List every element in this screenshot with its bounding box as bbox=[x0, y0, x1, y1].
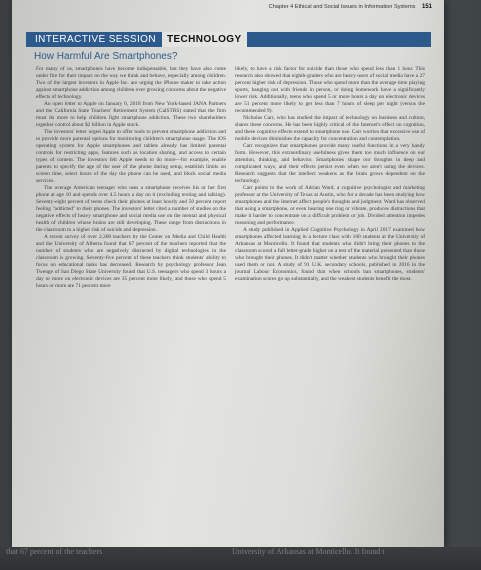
underlying-page-text-left: that 67 percent of the teachers bbox=[6, 547, 103, 556]
session-category: TECHNOLOGY bbox=[162, 32, 247, 47]
paragraph: Carr points to the work of Adrian Ward, a cognitive psychologist and marketing professor at the University of Texas at Austin, who for a decade has been studying how smartphones and the Internet affect people's thoughts and judgment. Ward has observed that using a smartphone, or even hearing one ring or vibrate, produces distractions that make it harder to concentrate on a difficult problem or job. Divided attention impedes reasoning and performance. bbox=[235, 185, 425, 227]
right-column bbox=[235, 66, 425, 283]
paragraph: Carr recognizes that smartphones provide many useful functions in a very handy form. However, this extraordinary usefulness gives them too much influence on our attention, thinking, and behavior. Smartphones shape our thoughts in deep and complicated ways, and their effects persist even when we aren't using the devices. Research suggests that the intellect weakens as the brain grows dependent on the technology. bbox=[235, 143, 425, 185]
session-banner bbox=[26, 32, 431, 47]
running-head bbox=[269, 4, 432, 10]
book-page bbox=[12, 0, 444, 548]
paragraph: For many of us, smartphones have become indispensable, but they have also come under fire for their impact on the way we think and behave, especially among children. Two of the largest investors in Apple Inc. are urging the iPhone maker to take action against smartphone addiction among children over growing concerns about the negative effects of technology. bbox=[36, 66, 226, 101]
paragraph: likely, to have a risk factor for suicide than those who spend less than 1 hour. This research also showed that eighth-graders who are heavy users of social media have a 27 percent higher risk of depression. Those who spend more than the average time playing sports, hanging out with friends in person, or doing homework have a significantly lower risk. Additionally, teens who spend 5 or more hours a day on electronic devices are 51 percent more likely to get less than 7 hours of sleep per night (versus the recommended 9). bbox=[235, 66, 425, 115]
article-title: How Harmful Are Smartphones? bbox=[34, 51, 178, 62]
paragraph: An open letter to Apple on January 6, 2018 from New York-based JANA Partners and the California State Teachers' Retirement System (CalSTRS) stated that the firm must do more to help children fight smartphone addiction. These two shareholders together control about $2 billion in Apple stock. bbox=[36, 101, 226, 129]
chapter-title: Chapter 4 Ethical and Social Issues in Information Systems bbox=[268, 4, 416, 10]
paragraph: The average American teenager who uses a smartphone receives his or her first phone at age 10 and spends over 4.5 hours a day on it (excluding texting and talking). Seventy-eight percent of teens check their phones at least hourly and 50 percent report feeling "addicted" to their phones. The investors' letter cited a number of studies on the negative effects of heavy smartphone and social media use on the mental and physical health of children whose brains are still developing. These range from distractions in the classroom to a higher risk of suicide and depression. bbox=[36, 185, 226, 234]
page-number: 151 bbox=[421, 4, 432, 10]
session-label: INTERACTIVE SESSION bbox=[35, 34, 156, 45]
paragraph: Nicholas Carr, who has studied the impact of technology on business and culture, shares these concerns. He has been highly critical of the Internet's effect on cognition, and these cognitive effects extend to smartphone use. Carr worries that excessive use of mobile devices diminishes the capacity for concentration and contemplation. bbox=[235, 115, 425, 143]
paragraph: A study published in Applied Cognitive Psychology in April 2017 examined how smartphones affected learning in a lecture class with 160 students at the University of Arkansas at Monticello. It found that students who didn't bring their phones to the classroom scored a full letter-grade higher on a test of the material presented than those who brought their phones. It didn't matter whether students who brought their phones used them or not. A study of 91 U.K. secondary schools, published in 2016 in the journal Labour Economics, found that when schools ban smartphones, students' examination scores go up substantially, and the weakest students benefit the most. bbox=[235, 227, 425, 283]
underlying-page-text-right: University of Arkansas at Monticello. It found t bbox=[232, 547, 385, 556]
paragraph: The investors' letter urged Apple to offer tools to prevent smartphone addiction and to provide more parental options for monitoring children's smartphone usage. The iOS operating system for Apple smartphones and tablets already has limited parental controls for restricting apps, features such as location sharing, and access to certain types of content. The investors felt Apple needs to do more—for example, enable parents to specify the age of the user of the phone during setup, establish limits on screen time, select hours of the day the phone can be used, and block social media services. bbox=[36, 129, 226, 185]
paragraph: A recent survey of over 2,300 teachers by the Center on Media and Child Health and the University of Alberta found that 67 percent of the teachers reported that the number of students who are negatively distracted by digital technologies in the classroom is growing. Seventy-five percent of these teachers think students' ability to focus on educational tasks has decreased. Research by psychology professor Jean Twenge of San Diego State University found that U.S. teenagers who spend 3 hours a day or more on electronic devices are 35 percent more likely, and those who spend 5 hours or more are 71 percent more bbox=[36, 234, 226, 290]
left-column bbox=[36, 66, 226, 291]
